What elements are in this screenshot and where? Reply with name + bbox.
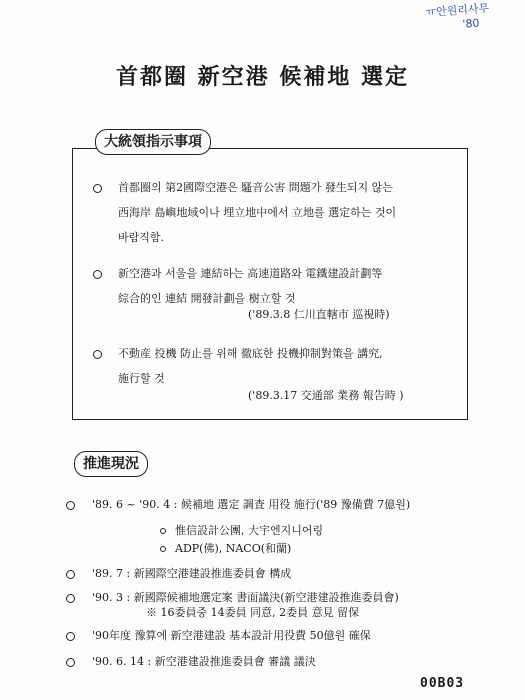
document-title: 首都圈 新空港 候補地 選定 [116, 64, 409, 90]
progress-1-sub1: 惟信設計公團, 大宇엔지니어링 [175, 524, 324, 537]
handwritten-note-line2: '80 [461, 16, 480, 31]
directive-1-line3: 바람직함. [118, 231, 165, 244]
progress-2-bullet [66, 570, 75, 579]
page-stamp: 00B03 [420, 676, 465, 691]
directive-3-bullet [93, 350, 102, 359]
progress-3-line1: '90. 3 : 新國際候補地選定案 書面議決(新空港建設推進委員會) [92, 591, 399, 604]
progress-1-sub1-bullet [160, 528, 166, 534]
progress-3-bullet [66, 594, 75, 603]
directive-3-line2: 施行할 것 [118, 372, 165, 385]
progress-1-bullet [66, 501, 75, 510]
progress-4-text: '90年度 豫算에 新空港建設 基本設計用役費 50億원 確保 [92, 629, 371, 642]
progress-1-sub2: ADP(佛), NACO(和蘭) [175, 542, 292, 555]
progress-1-text: '89. 6 ~ '90. 4 : 候補地 選定 調査 用役 施行('89 豫備費 7億원) [92, 498, 411, 511]
progress-4-bullet [66, 632, 75, 641]
directive-1-line2: 西海岸 島嶼地域이나 埋立地中에서 立地를 選定하는 것이 [118, 206, 397, 219]
progress-2-text: '89. 7 : 新國際空港建設推進委員會 構成 [92, 567, 292, 580]
handwritten-note-line1: ㅠ안원리사무 [425, 1, 490, 20]
handwritten-note [425, 2, 491, 34]
directive-2-source: ('89.3.8 仁川直轄市 巡視時) [248, 308, 390, 321]
progress-1-sub2-bullet [160, 546, 166, 552]
directive-2-line2: 綜合的인 連結 開發計劃을 樹立할 것 [118, 292, 296, 305]
directives-header: 大統領指示事項 [95, 129, 211, 155]
directive-3-source: ('89.3.17 交通部 業務 報告時 ) [248, 389, 404, 402]
directive-2-line1: 新空港과 서울을 連結하는 高速道路와 電鐵建設計劃等 [118, 267, 383, 280]
progress-3-line2: ※ 16委員중 14委員 同意, 2委員 意見 留保 [146, 606, 360, 619]
progress-header: 推進現況 [74, 451, 148, 477]
directive-2-bullet [93, 270, 102, 279]
directive-3-line1: 不動産 投機 防止를 위해 徹底한 投機抑制對策을 講究, [118, 347, 383, 360]
progress-5-bullet [66, 658, 75, 667]
directive-1-line1: 首都圈의 第2國際空港은 騷音公害 問題가 發生되지 않는 [118, 181, 393, 194]
progress-5-text: '90. 6. 14 : 新空港建設推進委員會 審議 議決 [92, 655, 316, 668]
directive-1-bullet [93, 184, 102, 193]
